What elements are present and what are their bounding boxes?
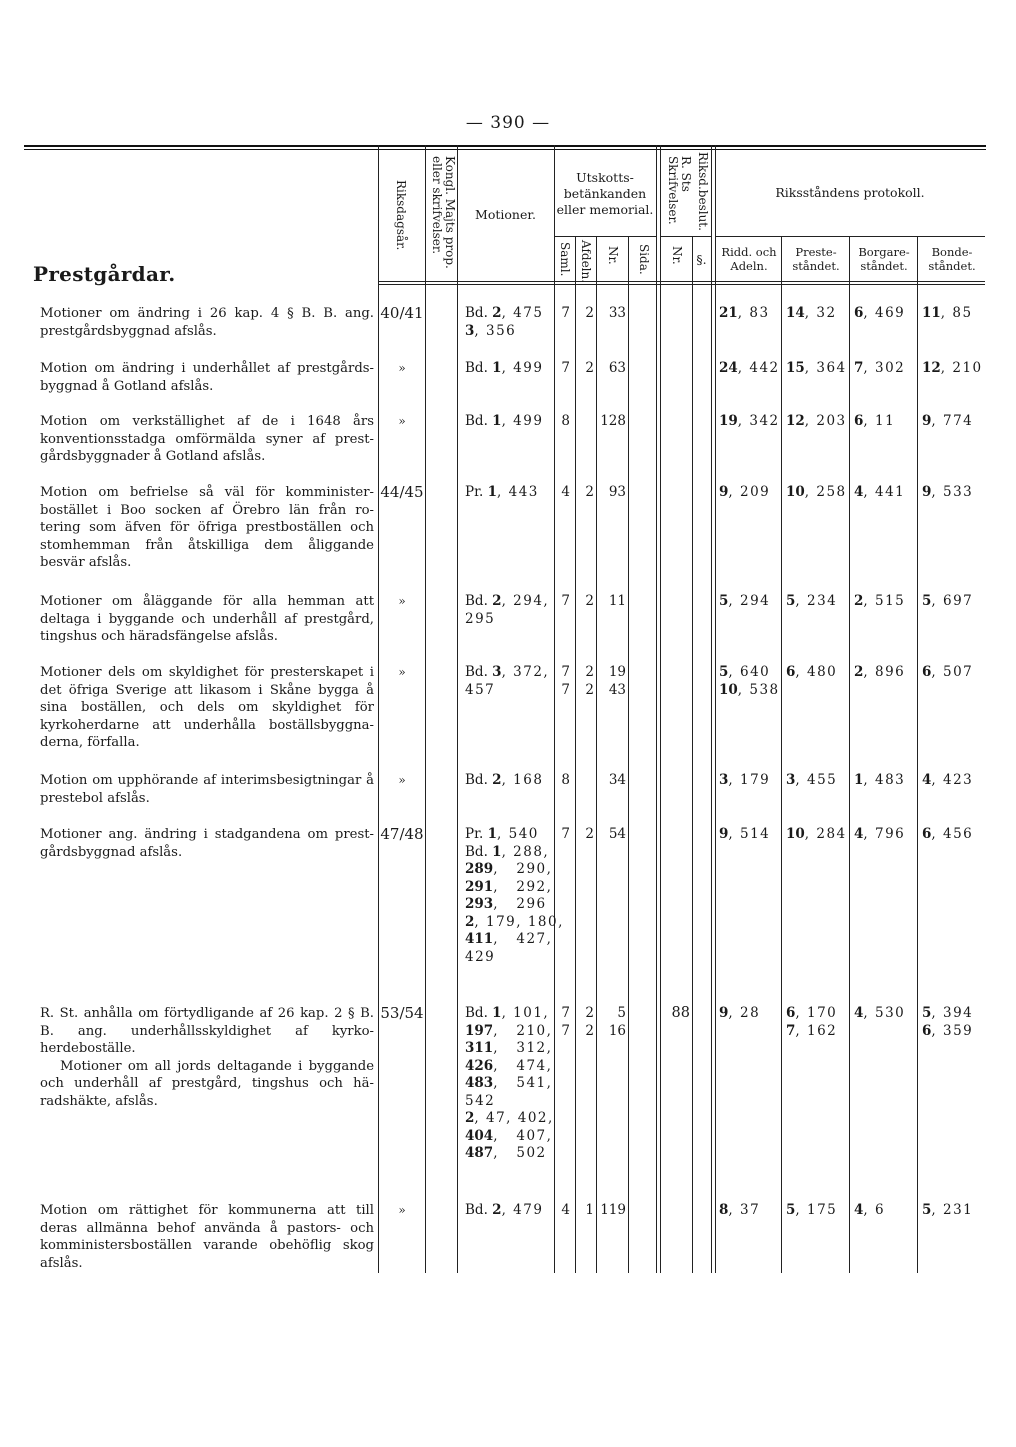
row-description [40,826,374,861]
header-utskotts: Utskotts- betänkanden eller memorial. [556,170,654,217]
row-description [40,305,374,340]
riksdagsar-cell: » [398,361,406,375]
motioner-ref: 457 [465,681,496,698]
page-number: — 390 — [465,113,551,133]
motioner-ref: 197, 210, [465,1022,553,1039]
col-rule [425,145,426,1273]
motioner-ref: 311, 312, [465,1040,553,1056]
motioner-ref: Bd. 1, 101, [465,1005,550,1021]
borgare-cell: 6, 469 [854,305,906,321]
afdeln-cell: 2 [585,360,594,376]
borgare-cell: 2, 896 [854,664,906,680]
borgare-cell: 4, 6 [854,1202,886,1218]
preste-cell: 10, 258 [786,484,847,500]
row-description-text: Motion om rättighet för kommunerna att till deras allmänna behof använda å pastors- och komministersboställen varande obehöflig skog afslås. [40,1203,374,1271]
nr-cell: 119 [600,1202,626,1218]
motioner-ref: 487, 502 [465,1145,547,1161]
afdeln-cell: 2 [585,1022,594,1039]
header-saml: Saml. [558,242,572,277]
row-description [40,593,374,646]
header-sida: Sida. [637,244,651,275]
saml-cell: 7 [561,1005,570,1021]
header-paragraph: §. [696,252,707,267]
header-bottom-rule-2 [378,284,985,285]
borgare-cell: 7, 302 [854,360,906,376]
col-rule [596,237,597,1273]
row-description-text: Motion om upphörande af interimsbesigtningar å prestebol afslås. [40,773,374,806]
motioner-ref: 2, 179, 180, [465,913,564,930]
row-description [40,1202,374,1272]
bonde-cell: 9, 774 [922,413,974,429]
motioner-ref: Bd. 2, 479 [465,1202,544,1218]
motioner-ref: 429 [465,948,496,965]
header-riksd-beslut: Riksd.beslut. [696,152,710,231]
saml-cell: 8 [561,772,570,788]
row-description [40,772,374,807]
afdeln-cell: 2 [585,593,594,609]
row-description-text: Motioner dels om skyldighet för presterskapet i det öfriga Sverige att likasom i Skåne bygga å sina boställen, och dels om skyldighet för kyrkoherdarne att underhålla boställsbyggna-derna, förfalla. [40,665,374,750]
saml-cell: 7 [561,360,570,376]
header-rule [660,236,711,237]
motioner-ref: Pr. 1, 540 [465,826,539,842]
header-kongl-prop: Kongl. Majts prop. eller skrifvelser. [430,156,457,269]
bonde-cell: 6, 456 [922,826,974,842]
afdeln-cell: 2 [585,484,594,500]
col-rule [656,145,657,1273]
ridd-cell: 8, 37 [719,1202,761,1218]
saml-cell: 7 [561,593,570,609]
row-description-text-2: Motioner om all jords deltagande i byggande och underhåll af prestgård, tingshus och hä-radshäkte, afslås. [40,1058,374,1109]
riksdagsar-cell: » [398,414,406,428]
header-nr: Nr. [606,246,620,265]
ridd-cell: 24, 442 [719,360,780,376]
ridd-cell: 10, 538 [719,681,780,698]
nr-cell: 54 [608,826,626,842]
col-rule [457,145,458,1273]
motioner-ref: 426, 474, [465,1057,553,1074]
ridd-cell: 9, 28 [719,1005,761,1021]
preste-cell: 6, 480 [786,664,838,680]
ridd-cell: 5, 294 [719,593,771,609]
preste-cell: 3, 455 [786,772,838,788]
motioner-ref: Bd. 1, 499 [465,413,544,429]
bonde-cell: 11, 85 [922,305,973,321]
ridd-cell: 9, 514 [719,826,771,842]
saml-cell: 7 [561,681,570,698]
bonde-cell: 5, 394 [922,1005,974,1021]
bonde-cell: 6, 359 [922,1022,974,1039]
borgare-cell: 4, 530 [854,1005,906,1021]
saml-cell: 7 [561,664,570,680]
ridd-cell: 19, 342 [719,413,780,429]
col-rule [917,237,918,1273]
preste-cell: 12, 203 [786,413,847,429]
row-description [40,1005,374,1110]
table-top-rule-thin [24,149,986,150]
preste-cell: 15, 364 [786,360,847,376]
riksdagsar-cell: 44/45 [380,483,424,501]
bonde-cell: 12, 210 [922,360,983,376]
nr-cell: 16 [608,1022,626,1039]
motioner-ref: Bd. 1, 288, [465,843,550,860]
preste-cell: 5, 234 [786,593,838,609]
motioner-ref: Bd. 1, 499 [465,360,544,376]
afdeln-cell: 2 [585,1005,594,1021]
preste-cell: 14, 32 [786,305,837,321]
header-r-sts: R. Sts Skrifvelser. [666,156,693,225]
header-nr-2: Nr. [670,246,684,265]
motioner-ref: 289, 290, [465,861,553,877]
header-rule [715,236,985,237]
motioner-ref: 483, 541, [465,1075,553,1091]
col-rule [575,237,576,1273]
table-top-rule [24,145,986,147]
col-rule [660,145,661,1273]
saml-cell: 7 [561,826,570,842]
row-description-text: Motion om befrielse så väl för komminister-bostället i Boo socken af Örebro län från ro-tering som äfven för öfriga prestboställen och stomhemman från åtskilliga dem åliggande besvär afslås. [40,485,374,570]
afdeln-cell: 2 [585,305,594,321]
ridd-cell: 9, 209 [719,484,771,500]
preste-cell: 10, 284 [786,826,847,842]
motioner-ref: Bd. 2, 294, [465,593,550,609]
header-preste: Preste- ståndet. [792,245,840,273]
motioner-ref: 3, 356 [465,322,517,339]
bonde-cell: 6, 507 [922,664,974,680]
nr-cell: 19 [608,664,626,680]
afdeln-cell: 2 [585,664,594,680]
row-description [40,664,374,752]
header-bonde: Bonde- ståndet. [928,245,976,273]
preste-cell: 7, 162 [786,1022,838,1039]
row-description-text: Motioner om ändring i 26 kap. 4 § B. B. ang. prestgårdsbyggnad afslås. [40,306,374,339]
nr-cell: 63 [608,360,626,376]
nr-cell: 11 [608,593,626,609]
col-rule [715,145,716,1273]
saml-cell: 7 [561,1022,570,1039]
motioner-ref: 293, 296 [465,896,547,912]
saml-cell: 7 [561,305,570,321]
bonde-cell: 5, 231 [922,1202,974,1218]
ridd-cell: 21, 83 [719,305,770,321]
col-rule [628,237,629,1273]
borgare-cell: 6, 11 [854,413,896,429]
motioner-ref: 2, 47, 402, [465,1110,554,1126]
motioner-ref: 295 [465,610,496,627]
riksdagsar-cell: 53/54 [380,1004,424,1022]
motioner-ref: Bd. 2, 168 [465,772,544,788]
borgare-cell: 4, 441 [854,484,906,500]
motioner-ref: Bd. 3, 372, [465,664,550,680]
r-sts-nr-cell: 88 [671,1005,690,1021]
nr-cell: 34 [608,772,626,788]
motioner-ref: Pr. 1, 443 [465,484,539,500]
riksdagsar-cell: » [398,665,406,679]
row-description [40,413,374,466]
borgare-cell: 4, 796 [854,826,906,842]
col-rule [692,237,693,1273]
riksdagsar-cell: 40/41 [380,304,424,322]
col-rule [711,145,712,1273]
row-description-text: Motion om verkställighet af de i 1648 års konventionsstadga omförmälda syner af prest-gårdsbyggnader å Gotland afslås. [40,414,374,464]
row-description-text: R. St. anhålla om förtydligande af 26 kap. 2 § B. B. ang. underhållsskyldighet af kyrko-herdeboställe. [40,1006,374,1056]
header-riksstandens: Riksståndens protokoll. [775,185,925,200]
motioner-ref: 542 [465,1092,496,1109]
riksdagsar-cell: » [398,773,406,787]
riksdagsar-cell: » [398,594,406,608]
col-rule [849,237,850,1273]
header-ridd: Ridd. och Adeln. [721,245,777,273]
afdeln-cell: 2 [585,826,594,842]
nr-cell: 128 [600,413,626,429]
motioner-ref: 404, 407, [465,1127,553,1144]
bonde-cell: 4, 423 [922,772,974,788]
row-description [40,484,374,572]
header-motioner: Motioner. [475,207,536,222]
header-bottom-rule [378,281,985,282]
motioner-ref: 291, 292, [465,878,553,895]
row-description-text: Motioner ang. ändring i stadgandena om prest-gårdsbyggnad afslås. [40,827,374,860]
section-title: Prestgårdar. [33,262,176,286]
header-rule [554,236,656,237]
nr-cell: 93 [608,484,626,500]
header-borgare: Borgare- ståndet. [858,245,910,273]
saml-cell: 4 [561,1202,570,1218]
bonde-cell: 9, 533 [922,484,974,500]
bonde-cell: 5, 697 [922,593,974,609]
row-description [40,360,374,395]
afdeln-cell: 1 [585,1202,594,1218]
preste-cell: 5, 175 [786,1202,838,1218]
col-rule [781,237,782,1273]
motioner-ref: 411, 427, [465,931,553,947]
saml-cell: 4 [561,484,570,500]
nr-cell: 5 [617,1005,626,1021]
row-description-text: Motioner om åläggande för alla hemman att deltaga i byggande och underhåll af prestgård, tingshus och häradsfängelse afslås. [40,594,374,644]
ridd-cell: 3, 179 [719,772,771,788]
nr-cell: 43 [608,681,626,698]
header-afdeln: Afdeln. [579,240,593,284]
saml-cell: 8 [561,413,570,429]
header-riksdagsar: Riksdagsår. [394,180,408,251]
preste-cell: 6, 170 [786,1005,838,1021]
borgare-cell: 2, 515 [854,593,906,609]
afdeln-cell: 2 [585,681,594,698]
riksdagsar-cell: » [398,1203,406,1217]
ridd-cell: 5, 640 [719,664,771,680]
row-description-text: Motion om ändring i underhållet af prestgårds-byggnad å Gotland afslås. [40,361,374,394]
nr-cell: 33 [608,305,626,321]
borgare-cell: 1, 483 [854,772,906,788]
col-rule [554,145,555,1273]
riksdagsar-cell: 47/48 [380,825,424,843]
motioner-ref: Bd. 2, 475 [465,305,544,321]
